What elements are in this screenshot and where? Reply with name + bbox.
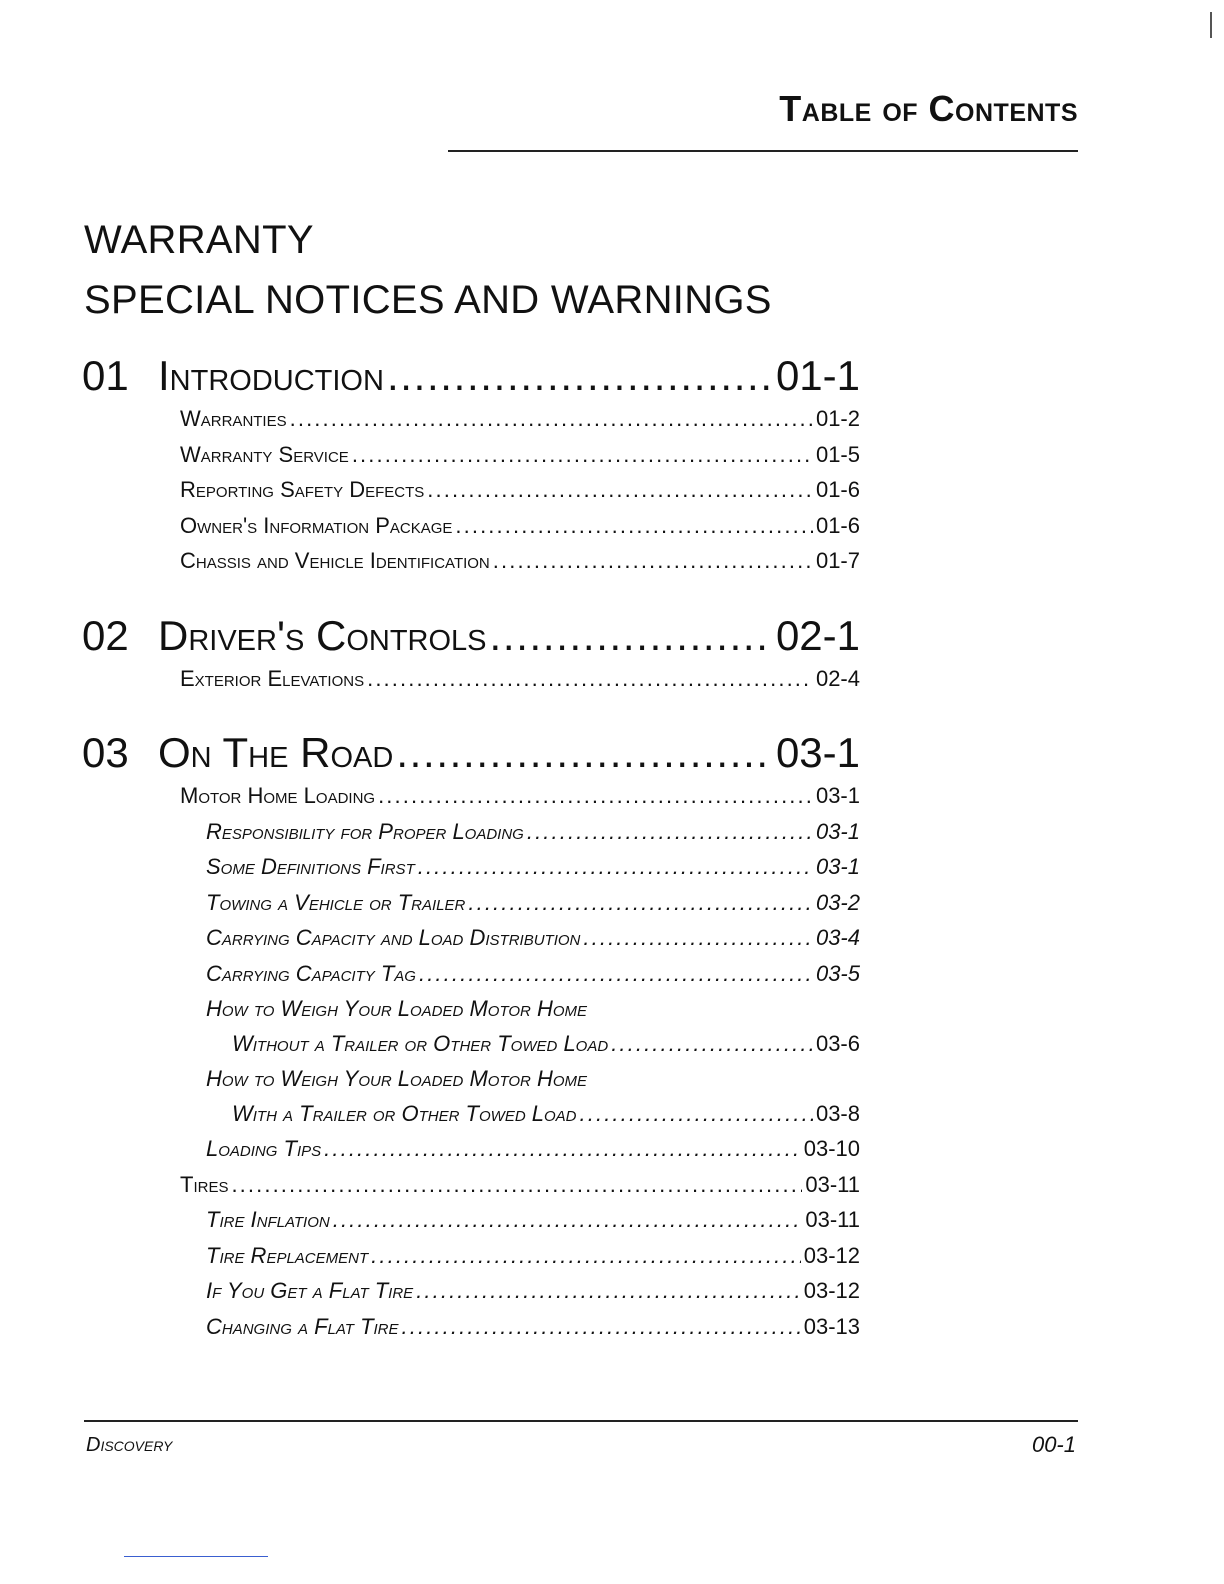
- entry-page: 03-11: [805, 1207, 860, 1232]
- toc-entry[interactable]: [82, 477, 860, 513]
- entry-page: 03-12: [803, 1242, 860, 1268]
- special-notices-heading: SPECIAL NOTICES AND WARNINGS: [84, 278, 772, 322]
- toc-entry[interactable]: [82, 666, 860, 702]
- entry-page: 03-5: [815, 960, 860, 986]
- toc-subentry[interactable]: [82, 1243, 860, 1279]
- entry-title: Chassis and Vehicle Identification: [180, 548, 490, 573]
- section-page: 01-1: [775, 352, 860, 399]
- entry-page: 01-2: [815, 406, 860, 431]
- toc-subentry[interactable]: [82, 819, 860, 855]
- entry-title: Reporting Safety Defects: [180, 477, 425, 502]
- toc-subentry[interactable]: [82, 1136, 860, 1172]
- entry-title: Responsibility for Proper Loading: [206, 818, 524, 844]
- scan-artifact-top: [1210, 12, 1212, 38]
- toc-section-on-the-road[interactable]: [82, 729, 860, 783]
- section-title: On The Road: [158, 729, 394, 776]
- toc-section-introduction[interactable]: [82, 352, 860, 406]
- toc-entry[interactable]: [82, 783, 860, 819]
- toc-subentry[interactable]: [82, 961, 860, 997]
- section-title: Introduction: [158, 352, 384, 399]
- entry-page: 01-6: [815, 512, 860, 538]
- toc-entry[interactable]: [82, 513, 860, 549]
- toc-subentry[interactable]: [82, 1314, 860, 1350]
- entry-page: 03-11: [805, 1171, 860, 1197]
- toc-entry[interactable]: [82, 548, 860, 584]
- dot-leader: [493, 548, 813, 574]
- entry-page: 01-5: [815, 441, 860, 467]
- header-rule: [448, 150, 1078, 152]
- entry-page: 01-6: [815, 477, 860, 502]
- entry-title: Tire Inflation: [206, 1207, 330, 1232]
- entry-page: 03-4: [815, 925, 860, 950]
- dot-leader: [455, 513, 813, 539]
- dot-leader: [527, 819, 813, 845]
- dot-leader: [583, 925, 813, 951]
- toc-subentry[interactable]: [82, 1066, 860, 1136]
- entry-title: Owner's Information Package: [180, 512, 453, 538]
- entry-page: 03-12: [803, 1278, 860, 1303]
- entry-title: Exterior Elevations: [180, 665, 365, 691]
- section-number: 02: [82, 611, 129, 659]
- toc-subentry[interactable]: [82, 925, 860, 961]
- scan-artifact-bottom: [124, 1556, 268, 1557]
- section-page: 03-1: [775, 729, 860, 776]
- dot-leader: [231, 1172, 802, 1198]
- dot-leader: [387, 352, 773, 400]
- dot-leader: [371, 1243, 801, 1269]
- entry-title-line1: How to Weigh Your Loaded Motor Home: [206, 996, 588, 1021]
- dot-leader: [427, 477, 813, 503]
- entry-title: Carrying Capacity and Load Distribution: [206, 925, 581, 950]
- toc-entry[interactable]: [82, 406, 860, 442]
- entry-page: 03-1: [815, 854, 860, 879]
- dot-leader: [378, 783, 813, 809]
- section-number: 03: [82, 729, 129, 776]
- entry-title-line2: Without a Trailer or Other Towed Load: [232, 1031, 609, 1056]
- entry-page: 03-10: [803, 1136, 860, 1161]
- entry-title-line2: With a Trailer or Other Towed Load: [232, 1101, 577, 1126]
- dot-leader: [416, 1278, 801, 1304]
- toc-subentry[interactable]: [82, 1207, 860, 1243]
- entry-page: 03-13: [803, 1313, 860, 1339]
- toc-entry[interactable]: [82, 1172, 860, 1208]
- entry-title: Towing a Vehicle or Trailer: [206, 889, 466, 915]
- dot-leader: [367, 666, 813, 692]
- entry-title: Carrying Capacity Tag: [206, 960, 416, 986]
- dot-leader: [580, 1101, 813, 1127]
- dot-leader: [396, 729, 773, 777]
- page-title: Table of Contents: [779, 88, 1078, 129]
- footer-rule: [84, 1420, 1078, 1422]
- dot-leader: [290, 406, 813, 432]
- dot-leader: [324, 1136, 801, 1162]
- warranty-heading: WARRANTY: [84, 218, 314, 262]
- footer-manual-name: Discovery: [86, 1434, 173, 1456]
- section-number: 01: [82, 352, 129, 399]
- entry-title: Tires: [180, 1171, 229, 1197]
- entry-page: 03-6: [815, 1031, 860, 1056]
- entry-title: Some Definitions First: [206, 854, 415, 879]
- dot-leader: [611, 1031, 813, 1057]
- toc-subentry[interactable]: [82, 890, 860, 926]
- entry-title: Warranty Service: [180, 441, 349, 467]
- dot-leader: [419, 961, 813, 987]
- dot-leader: [402, 1314, 801, 1340]
- table-of-contents: [82, 352, 860, 1349]
- toc-subentry[interactable]: [82, 996, 860, 1066]
- entry-page: 03-1: [815, 818, 860, 844]
- toc-entry[interactable]: [82, 442, 860, 478]
- entry-page: 03-8: [815, 1101, 860, 1126]
- toc-subentry[interactable]: [82, 854, 860, 890]
- entry-page: 02-4: [815, 665, 860, 691]
- section-title: Driver's Controls: [158, 611, 487, 659]
- entry-title: If You Get a Flat Tire: [206, 1278, 414, 1303]
- toc-section-drivers-controls[interactable]: [82, 612, 860, 666]
- entry-title: Motor Home Loading: [180, 783, 376, 808]
- section-page: 02-1: [775, 611, 860, 659]
- entry-title: Loading Tips: [206, 1136, 322, 1161]
- dot-leader: [468, 890, 813, 916]
- entry-page: 03-2: [815, 889, 860, 915]
- entry-title-line1: How to Weigh Your Loaded Motor Home: [206, 1066, 588, 1091]
- entry-title: Changing a Flat Tire: [206, 1313, 399, 1339]
- dot-leader: [333, 1207, 803, 1233]
- dot-leader: [418, 854, 813, 880]
- footer-page-number: 00-1: [1031, 1432, 1076, 1457]
- entry-page: 03-1: [815, 783, 860, 808]
- dot-leader: [352, 442, 813, 468]
- toc-subentry[interactable]: [82, 1278, 860, 1314]
- entry-title: Tire Replacement: [206, 1242, 369, 1268]
- dot-leader: [490, 612, 773, 660]
- entry-page: 01-7: [815, 548, 860, 573]
- entry-title: Warranties: [180, 406, 287, 431]
